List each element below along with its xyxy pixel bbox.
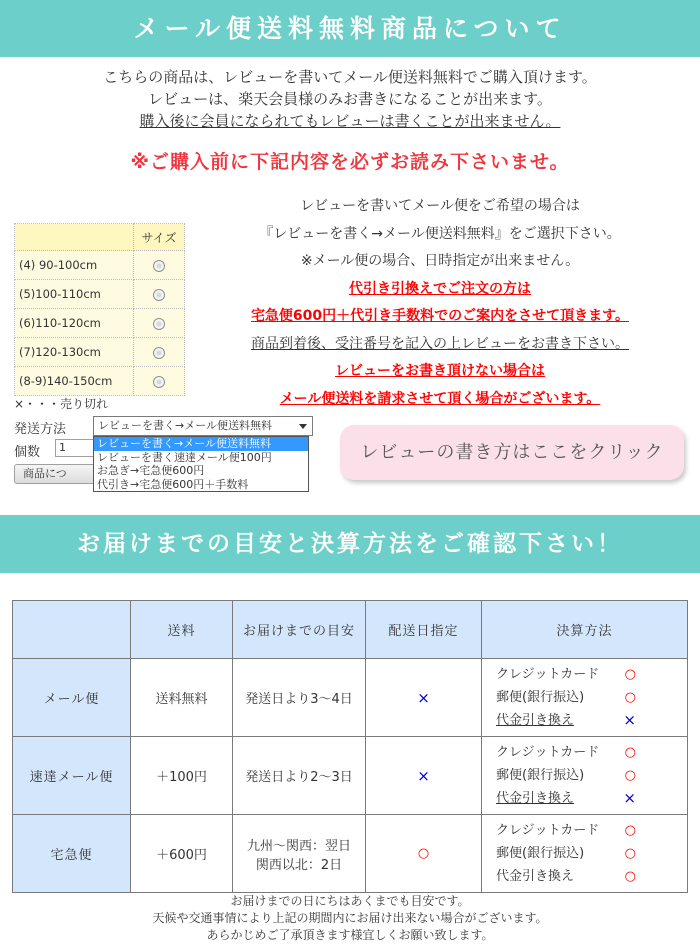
size-label: (8-9)140-150cm [15, 367, 134, 396]
dropdown-option[interactable]: レビューを書く速達メール便100円 [97, 450, 272, 464]
circle-mark: ○ [624, 745, 636, 760]
shipping-method-dropdown [93, 436, 309, 492]
size-label: (6)110-120cm [15, 309, 134, 338]
size-radio[interactable] [153, 347, 165, 359]
size-label: (5)100-110cm [15, 280, 134, 309]
payment-cod: 代金引き換え [496, 713, 575, 728]
review-line-cod-fee: 宅急便600円＋代引き手数料でのご案内をさせて頂きます。 [250, 308, 630, 324]
size-radio[interactable] [153, 289, 165, 301]
method-name: 宅急便 [13, 815, 131, 893]
delivery-eta [233, 815, 366, 893]
table-header: 決算方法 [482, 601, 688, 659]
payment-cod: 代金引き換え [496, 869, 575, 884]
cross-mark: × [623, 711, 636, 729]
circle-mark: ○ [624, 869, 636, 884]
footer-notes [0, 893, 700, 944]
size-label: (7)120-130cm [15, 338, 134, 367]
intro-line-2: レビューは、楽天会員様のみお書きになることが出来ます。 [148, 90, 552, 108]
banner-title-free-shipping: メール便送料無料商品について [0, 0, 700, 57]
payment-credit: クレジットカード [496, 745, 600, 760]
review-line: 『レビューを書く→メール便送料無料』をご選択下さい。 [259, 225, 621, 242]
eta-line: 関西以北：2日 [255, 857, 343, 873]
size-label: (4) 90-100cm [15, 251, 134, 280]
banner-delivery-payment: お届けまでの目安と決算方法をご確認下さい！ [0, 515, 700, 573]
footer-line: お届けまでの日にちはあくまでも目安です。 [230, 894, 470, 908]
table-row [13, 815, 688, 893]
payment-credit: クレジットカード [496, 667, 600, 682]
delivery-table [12, 600, 688, 893]
footer-line: 天候や交通事情により上記の期間内にお届け出来ない場合がございます。 [152, 911, 548, 925]
method-name: メール便 [13, 659, 131, 737]
cross-mark: × [417, 688, 430, 707]
review-howto-button[interactable]: レビューの書き方はここをクリック [340, 425, 684, 480]
size-selector-table [14, 223, 185, 396]
shipping-fee: ＋600円 [131, 815, 233, 893]
dropdown-option[interactable]: レビューを書く→メール便送料無料 [94, 437, 308, 451]
review-line-warning: メール便送料を請求させて頂く場合がございます。 [279, 390, 601, 407]
table-row [13, 659, 688, 737]
eta-line: 九州～関西：翌日 [246, 838, 351, 854]
delivery-eta: 発送日より3～4日 [233, 659, 366, 737]
circle-mark: ○ [624, 823, 636, 838]
shipping-fee: 送料無料 [131, 659, 233, 737]
product-inquiry-button[interactable]: 商品につ [14, 464, 96, 484]
cross-mark: × [417, 766, 430, 785]
payment-methods [482, 815, 688, 893]
shipping-method-select[interactable] [93, 416, 313, 436]
soldout-legend: ×・・・売り切れ [14, 397, 109, 411]
payment-cod: 代金引き換え [496, 791, 575, 806]
review-line: ※メール便の場合、日時指定が出来ません。 [300, 253, 580, 269]
dropdown-option[interactable]: お急ぎ→宅急便600円 [97, 464, 205, 477]
circle-mark: ○ [417, 846, 430, 861]
payment-postal: 郵便(銀行振込) [496, 690, 585, 705]
size-header: サイズ [134, 224, 185, 251]
size-radio[interactable] [153, 260, 165, 272]
payment-postal: 郵便(銀行振込) [496, 846, 585, 861]
payment-postal: 郵便(銀行振込) [496, 768, 585, 783]
size-radio[interactable] [153, 376, 165, 388]
intro-text [0, 66, 700, 132]
dropdown-option[interactable]: 代引き→宅急便600円＋手数料 [97, 477, 249, 491]
review-instructions [200, 193, 680, 413]
shipping-fee: ＋100円 [131, 737, 233, 815]
circle-mark: ○ [624, 846, 636, 861]
table-row [13, 737, 688, 815]
review-line-cod: 代引き引換えでご注文の方は [349, 280, 531, 297]
table-header: お届けまでの目安 [233, 601, 366, 659]
size-radio[interactable] [153, 318, 165, 330]
chevron-down-icon[interactable] [299, 424, 307, 429]
table-header [13, 601, 131, 659]
table-header: 配送日指定 [366, 601, 482, 659]
intro-line-3: 購入後に会員になられてもレビューは書くことが出来ません。 [139, 112, 561, 130]
payment-methods [482, 659, 688, 737]
delivery-eta: 発送日より2～3日 [233, 737, 366, 815]
cross-mark: × [623, 789, 636, 807]
payment-methods [482, 737, 688, 815]
review-line: レビューを書いてメール便をご希望の場合は [300, 198, 580, 214]
footer-line: あらかじめご了承頂きます様宜しくお願い致します。 [206, 928, 494, 942]
quantity-input[interactable]: 1 [55, 439, 95, 457]
intro-line-1: こちらの商品は、レビューを書いてメール便送料無料でご購入頂けます。 [103, 68, 597, 86]
shipping-selected-value: レビューを書く→メール便送料無料 [98, 419, 272, 432]
circle-mark: ○ [624, 768, 636, 783]
quantity-label: 個数 [14, 445, 41, 460]
table-header: 送料 [131, 601, 233, 659]
method-name: 速達メール便 [13, 737, 131, 815]
payment-credit: クレジットカード [496, 823, 600, 838]
review-line: 商品到着後、受注番号を記入の上レビューをお書き下さい。 [251, 335, 629, 352]
shipping-method-label: 発送方法 [14, 422, 67, 437]
circle-mark: ○ [624, 667, 636, 682]
review-line-warning: レビューをお書き頂けない場合は [335, 363, 545, 379]
circle-mark: ○ [624, 690, 636, 705]
warning-text: ※ご購入前に下記内容を必ずお読み下さいませ。 [130, 151, 570, 173]
